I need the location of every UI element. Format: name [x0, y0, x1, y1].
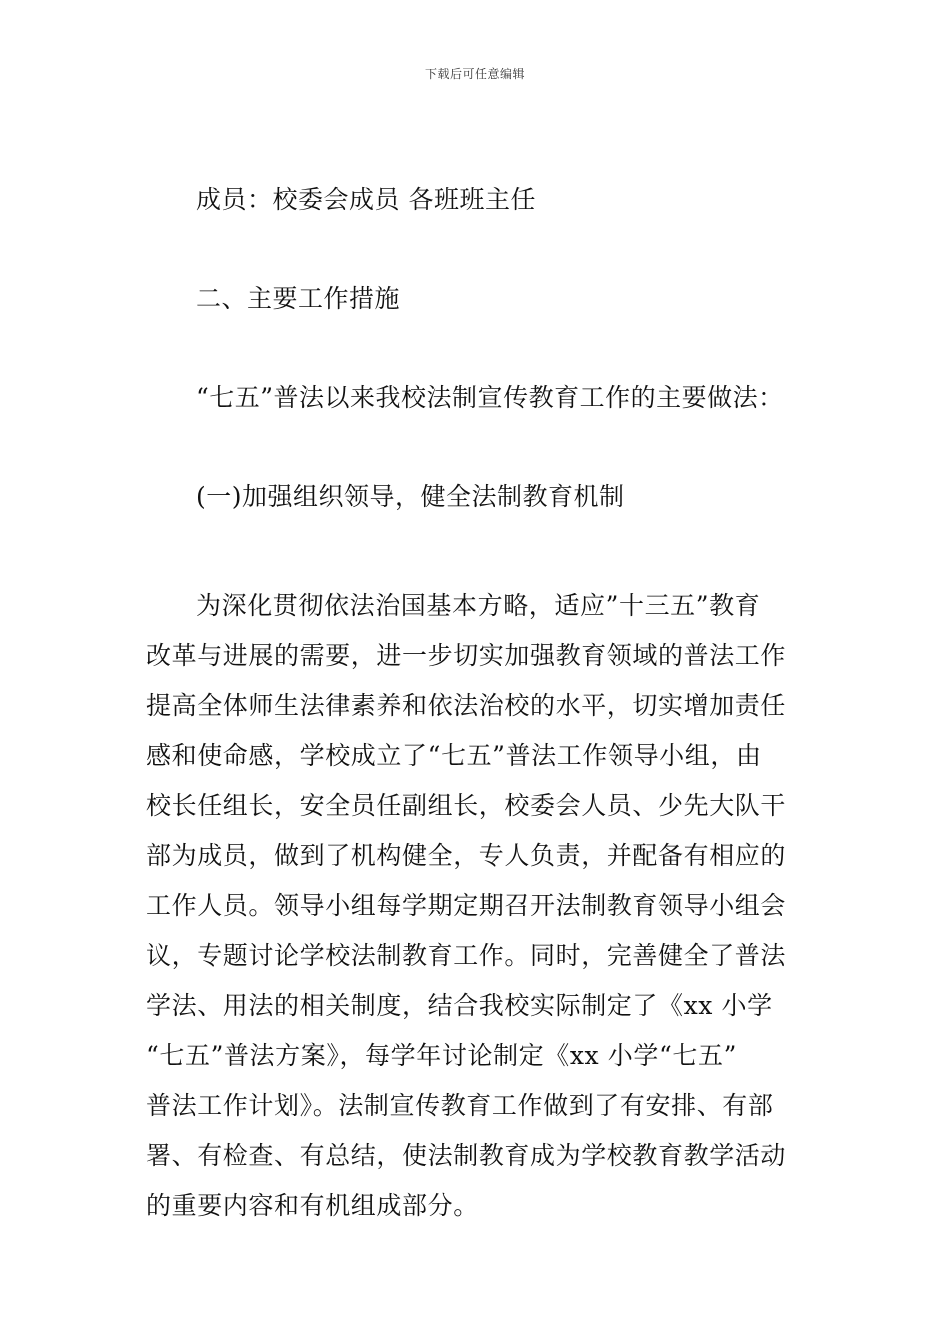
- paragraph-line: “七五”普法方案》，每学年讨论制定《xx 小学“七五”: [146, 1041, 737, 1070]
- paragraph-line: 校长任组长，安全员任副组长，校委会人员、少先大队干: [146, 791, 787, 820]
- paragraph-line: 提高全体师生法律素养和依法治校的水平，切实增加责任: [146, 691, 787, 720]
- paragraph-line: 的重要内容和有机组成部分。: [146, 1191, 479, 1220]
- paragraph-line: 署、有检查、有总结，使法制教育成为学校教育教学活动: [146, 1141, 787, 1170]
- paragraph-line: 学法、用法的相关制度，结合我校实际制定了《xx 小学: [146, 991, 773, 1020]
- section-heading: 二、主要工作措施: [196, 284, 401, 313]
- paragraph-line: 改革与进展的需要，进一步切实加强教育领域的普法工作: [146, 641, 787, 670]
- header-note: 下载后可任意编辑: [424, 67, 525, 81]
- subsection-heading: (一)加强组织领导，健全法制教育机制: [196, 482, 625, 511]
- members-line: 成员：校委会成员 各班班主任: [196, 185, 536, 214]
- paragraph-line: 部为成员，做到了机构健全，专人负责，并配备有相应的: [146, 841, 787, 870]
- intro-line: “七五”普法以来我校法制宣传教育工作的主要做法：: [196, 383, 784, 412]
- paragraph-line: 工作人员。领导小组每学期定期召开法制教育领导小组会: [146, 891, 787, 920]
- paragraph-line: 为深化贯彻依法治国基本方略，适应”十三五”教育: [196, 591, 761, 620]
- body-paragraph: [146, 581, 806, 1231]
- paragraph-line: 普法工作计划》。法制宣传教育工作做到了有安排、有部: [146, 1091, 774, 1120]
- paragraph-line: 感和使命感，学校成立了“七五”普法工作领导小组，由: [146, 741, 762, 770]
- paragraph-line: 议，专题讨论学校法制教育工作。同时，完善健全了普法: [146, 941, 787, 970]
